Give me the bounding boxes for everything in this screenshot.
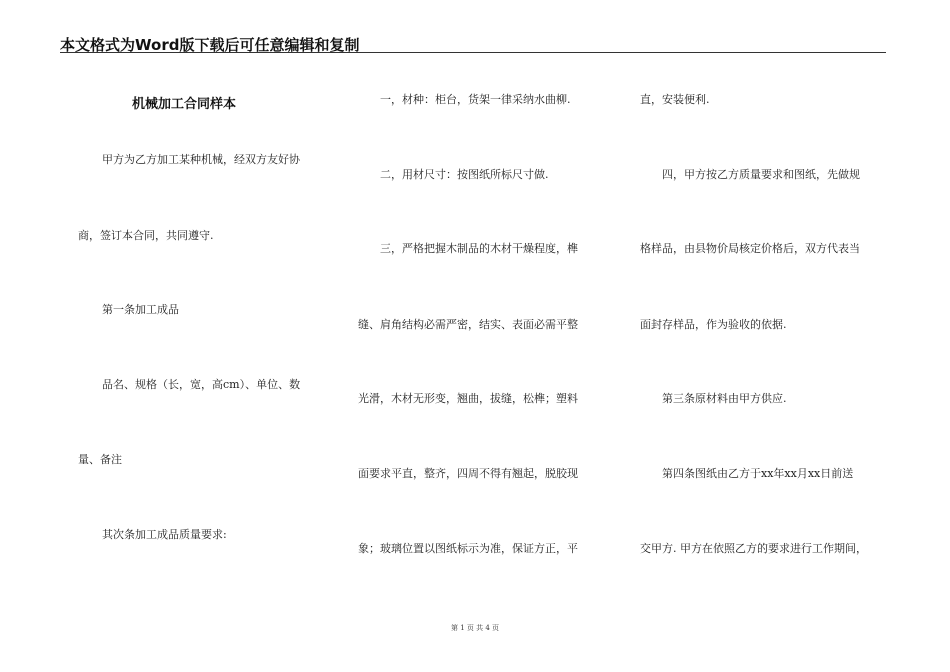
paragraph-line: 品名、规格（长，宽，高cm）、单位、数 [102, 378, 301, 391]
paragraph-line: 象；玻璃位置以图纸标示为准，保证方正，平 [358, 542, 578, 555]
paragraph-line: 其次条加工成品质量要求: [102, 528, 227, 541]
paragraph-line: 第一条加工成品 [102, 303, 179, 316]
paragraph-line: 第三条原材料由甲方供应. [662, 392, 787, 405]
paragraph-line: 三，严格把握木制品的木材干燥程度，榫 [380, 242, 578, 255]
page-number: 第 1 页 共 4 页 [450, 624, 500, 632]
paragraph-line: 量、备注 [78, 453, 122, 466]
text-column-3 [640, 0, 890, 672]
paragraph-line: 面封存样品，作为验收的依据. [640, 318, 787, 331]
header-title: 本文格式为Word版下载后可任意编辑和复制 [60, 36, 360, 54]
paragraph-line: 格样品，由县物价局核定价格后，双方代表当 [640, 242, 860, 255]
paragraph-line: 一，材种：柜台，货架一律采纳水曲柳. [380, 93, 571, 106]
paragraph-line: 缝、肩角结构必需严密，结实、表面必需平整 [358, 318, 578, 331]
paragraph-line: 四，甲方按乙方质量要求和图纸，先做规 [662, 168, 860, 181]
paragraph-line: 直，安装便利. [640, 93, 710, 106]
text-column-1 [78, 0, 328, 672]
document-title: 机械加工合同样本 [132, 97, 237, 112]
paragraph-line: 二，用材尺寸：按图纸所标尺寸做. [380, 168, 549, 181]
text-column-2 [358, 0, 603, 672]
paragraph-line: 光滑，木材无形变，翘曲，拔缝，松榫；塑料 [358, 392, 578, 405]
paragraph-line: 商，签订本合同，共同遵守. [78, 229, 214, 242]
paragraph-line: 面要求平直，整齐，四周不得有翘起，脱胶现 [358, 467, 578, 480]
paragraph-line: 交甲方. 甲方在依照乙方的要求进行工作期间， [640, 542, 867, 555]
paragraph-line: 甲方为乙方加工某种机械，经双方友好协 [102, 153, 300, 166]
paragraph-line: 第四条图纸由乙方于xx年xx月xx日前送 [662, 467, 854, 480]
